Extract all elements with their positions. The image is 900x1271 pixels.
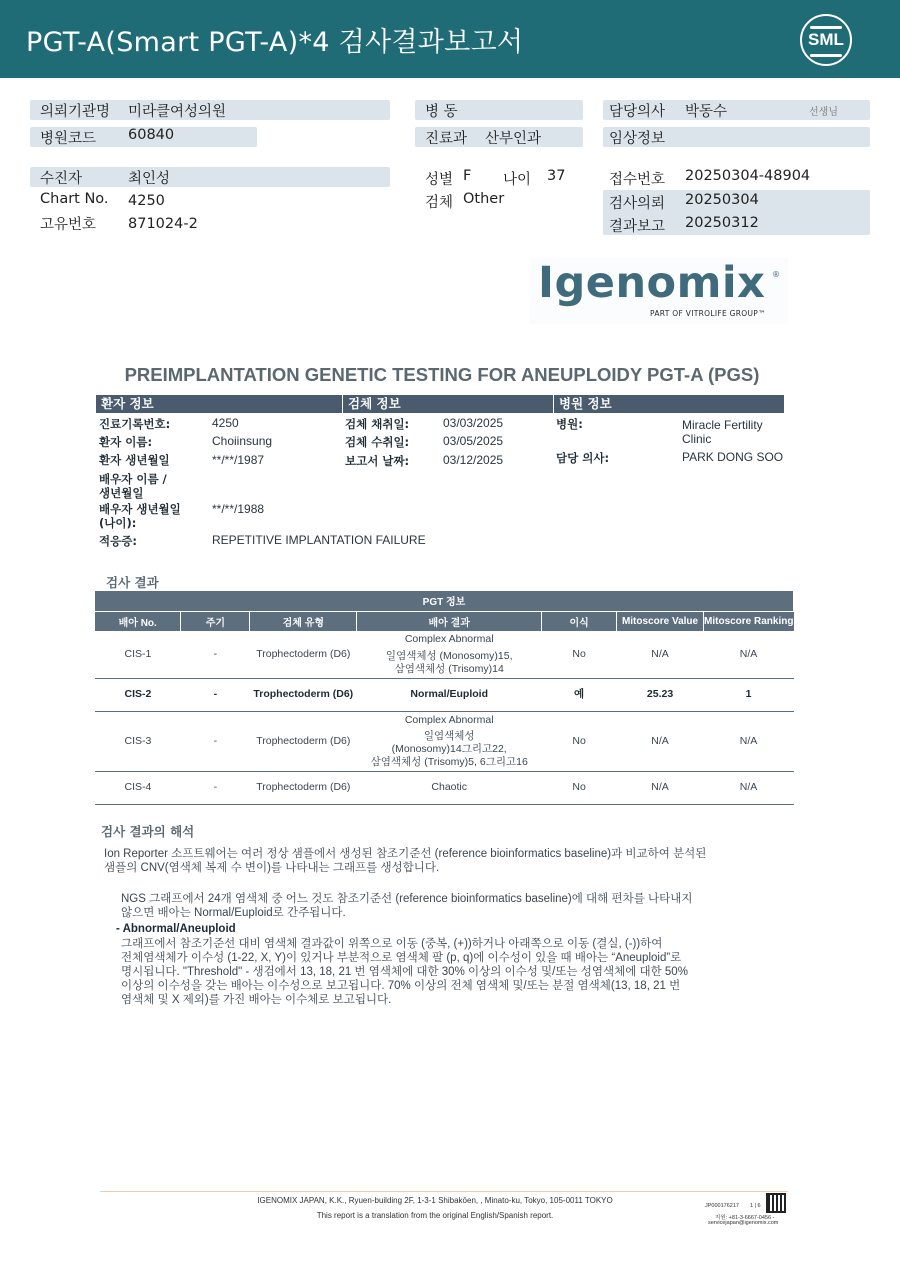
spouse-label-1: 배우자 이름 / [99,472,167,486]
hospital-code-value: 60840 [128,127,175,143]
specimen-label: 검체 [425,195,454,211]
text-line: Ion Reporter 소프트웨어는 여러 정상 샘플에서 생성된 참조기준선 (reference bioinformatics baseline)과 비교하여 분석된 [104,848,707,860]
result-line: (Monosomy)14그리고22, [391,742,507,755]
dob-label: 환자 생년월일 [99,453,170,467]
doctor-suffix: 선생님 [809,107,838,118]
mitoscore-value: N/A [617,631,704,678]
patient-info-band: 환자 정보 [96,395,342,413]
col-mitoscore-value: Mitoscore Value [617,611,704,631]
receive-label: 검체 수취일: [345,435,410,449]
col-mitoscore-ranking: Mitoscore Ranking [704,611,794,631]
indication-label: 적응증: [99,534,137,548]
physician-label: 담당 의사: [556,451,610,465]
mitoscore-ranking: 1 [704,678,794,711]
specimen-type: Trophectoderm (D6) [250,631,357,678]
report-date-value: 20250312 [685,215,759,231]
request-date-label: 검사의뢰 [609,196,666,212]
hospital-label: 병원: [556,417,583,431]
embryo-no: CIS-3 [95,711,181,771]
results-heading: 검사 결과 [106,575,159,590]
receipt-value: 20250304-48904 [685,168,811,184]
receipt-label: 접수번호 [609,172,666,188]
collect-value: 03/03/2025 [443,416,504,430]
cycle: - [181,631,250,678]
text-line: NGS 그래프에서 24개 염색체 중 어느 것도 참조기준선 (reference bioinformatics baseline)에 대해 편차를 나타내지 [121,893,693,905]
transfer: No [542,631,617,678]
col-specimen-type: 검체 유형 [250,611,357,631]
spouse-dob-value: **/**/1988 [212,502,265,516]
transfer: 예 [542,678,617,711]
igenomix-registered-mark: ® [772,270,780,279]
sml-logo [800,14,852,66]
ward-label: 병 동 [425,104,458,120]
cycle: - [181,771,250,804]
footer-email: servicejapan@igenomix.com [708,1220,779,1226]
text-line: 전체염색체가 이수성 (1-22, X, Y)이 있거나 부분적으로 염색체 팔 (p, q)에 이수성이 있을 때 배아는 “Aneuploid”로 [121,952,682,964]
col-cycle: 주기 [181,611,250,631]
report-header-bar [0,0,900,78]
result-line: 삼염색체성 (Trisomy)14 [394,662,504,675]
embryo-no: CIS-4 [95,771,181,804]
text-line: 않으면 배아는 Normal/Euploid로 간주됩니다. [121,907,346,919]
dob-value: **/**/1987 [212,453,265,467]
qr-code-icon [766,1193,786,1213]
receive-value: 03/05/2025 [443,434,504,448]
igenomix-logo [530,258,788,324]
specimen-type: Trophectoderm (D6) [250,678,357,711]
igenomix-tagline: PART OF VITROLIFE GROUP™ [650,309,766,318]
physician-value: PARK DONG SOO [682,450,784,464]
indication-value: REPETITIVE IMPLANTATION FAILURE [212,533,426,547]
age-value: 37 [547,168,566,184]
hospital-value-line-2: Clinic [682,432,712,446]
hospital-code-label: 병원코드 [40,131,97,147]
embryo-result [357,631,542,678]
mitoscore-ranking: N/A [704,711,794,771]
clinical-row [603,127,870,147]
doctor-label: 담당의사 [609,104,666,120]
embryo-result: Chaotic [357,771,542,804]
institution-row [30,100,390,120]
transfer: No [542,711,617,771]
footer-page: 1 | 6 [750,1203,761,1209]
sex-value: F [463,168,472,184]
sex-label: 성별 [425,172,454,188]
result-line: 일염색체성 [423,729,475,742]
doctor-value: 박동수 [685,104,728,120]
unique-label: 고유번호 [40,217,97,233]
result-line: 삼염색체성 (Trisomy)5, 6그리고16 [370,755,528,768]
dates-box [603,190,870,235]
report-title: PGT-A(Smart PGT-A)*4 검사결과보고서 [26,27,524,58]
report-date-value: 03/12/2025 [443,453,504,467]
specimen-type: Trophectoderm (D6) [250,711,357,771]
col-embryo-result: 배아 결과 [357,611,542,631]
interpretation-paragraph-3 [121,937,781,1007]
ward-row [415,100,583,120]
mitoscore-ranking: N/A [704,771,794,804]
chart-label: Chart No. [40,191,109,207]
record-label: 진료기록번호: [99,417,171,431]
result-line: Complex Abnormal [404,632,494,645]
footer-address: IGENOMIX JAPAN, K.K., Ryuen-building 2F, 1-3-1 Shibakōen, , Minato-ku, Tokyo, 105-0011 TOKYO [257,1196,613,1205]
mitoscore-value: 25.23 [617,678,704,711]
text-line: 그래프에서 참조기준선 대비 염색체 결과값이 위쪽으로 이동 (중복, (+))하거나 아래쪽으로 이동 (결실, (-))하여 [121,938,663,950]
interpretation-paragraph-1 [104,847,784,875]
sml-logo-text: SML [808,30,844,49]
report-date-label: 보고서 날짜: [345,454,410,468]
hospital-info-band: 병원 정보 [554,395,784,413]
report-date-label: 결과보고 [609,219,666,235]
institution-value: 미라클여성의원 [128,104,227,120]
mitoscore-ranking: N/A [704,631,794,678]
cycle: - [181,678,250,711]
dept-row [415,127,583,147]
name-label: 환자 이름: [99,435,153,449]
table-row [95,678,794,711]
pgt-info-header: PGT 정보 [95,591,794,611]
footer-phone: 지원: +81-3-6667-0456 - [715,1215,775,1221]
embryo-result [357,711,542,771]
collect-label: 검체 채취일: [345,417,410,431]
embryo-no: CIS-1 [95,631,181,678]
mitoscore-value: N/A [617,771,704,804]
mitoscore-value: N/A [617,711,704,771]
name-value: Choiinsung [212,434,273,448]
table-row [95,711,794,771]
patient-value: 최인성 [128,171,171,187]
hospital-code-row [30,127,257,147]
patient-label: 수진자 [40,171,83,187]
spouse-label-2: 생년월일 [99,486,144,500]
aneuploid-heading: - Abnormal/Aneuploid [116,923,236,935]
hospital-value-line-1: Miracle Fertility [682,418,763,432]
transfer: No [542,771,617,804]
table-row [95,631,794,678]
footer-note: This report is a translation from the original English/Spanish report. [316,1211,554,1220]
result-line: 일염색체성 (Monosomy)15, [385,649,513,662]
results-table [95,591,794,805]
col-transfer: 이식 [542,611,617,631]
dept-value: 산부인과 [485,131,542,147]
embryo-result: Normal/Euploid [357,678,542,711]
text-line: 샘플의 CNV(염색체 복제 수 변이)를 나타내는 그래프를 생성합니다. [104,862,440,874]
chart-value: 4250 [128,193,165,209]
text-line: 명시됩니다. "Threshold" - 생검에서 13, 18, 21 번 염색체에 대한 30% 이상의 이수성 및/또는 성염색체에 대한 50% [121,966,688,978]
request-date-value: 20250304 [685,192,759,208]
spouse-dob-label-1: 배우자 생년월일 [99,502,181,516]
specimen-info-band: 검체 정보 [343,395,553,413]
dept-label: 진료과 [425,131,468,147]
result-line: Complex Abnormal [404,713,494,726]
spouse-dob-label-2: (나이): [99,516,137,530]
interpretation-heading: 검사 결과의 해석 [101,824,195,839]
text-line: 이상의 이수성을 갖는 배아는 이수성으로 보고됩니다. 70% 이상의 전체 염색체 및/또는 분절 염색체(13, 18, 21 번 [121,980,681,992]
interpretation-paragraph-2 [121,892,781,920]
clinical-label: 임상정보 [609,131,666,147]
specimen-type: Trophectoderm (D6) [250,771,357,804]
patient-row [30,167,390,187]
specimen-value: Other [463,191,505,207]
embryo-no: CIS-2 [95,678,181,711]
age-label: 나이 [503,172,532,188]
igenomix-wordmark: Igenomix [538,258,766,308]
footer-doc-id: JP000176217 [705,1203,739,1209]
institution-label: 의뢰기관명 [40,104,111,120]
unique-value: 871024-2 [128,216,198,232]
record-value: 4250 [212,416,239,430]
cycle: - [181,711,250,771]
footer-divider [100,1191,788,1192]
table-row [95,771,794,804]
col-embryo-no: 배아 No. [95,611,181,631]
pgt-report-title: PREIMPLANTATION GENETIC TESTING FOR ANEUPLOIDY PGT-A (PGS) [124,364,760,385]
doctor-row [603,100,870,120]
text-line: 염색체 및 X 제외)를 가진 배아는 이수체로 보고됩니다. [121,994,392,1006]
